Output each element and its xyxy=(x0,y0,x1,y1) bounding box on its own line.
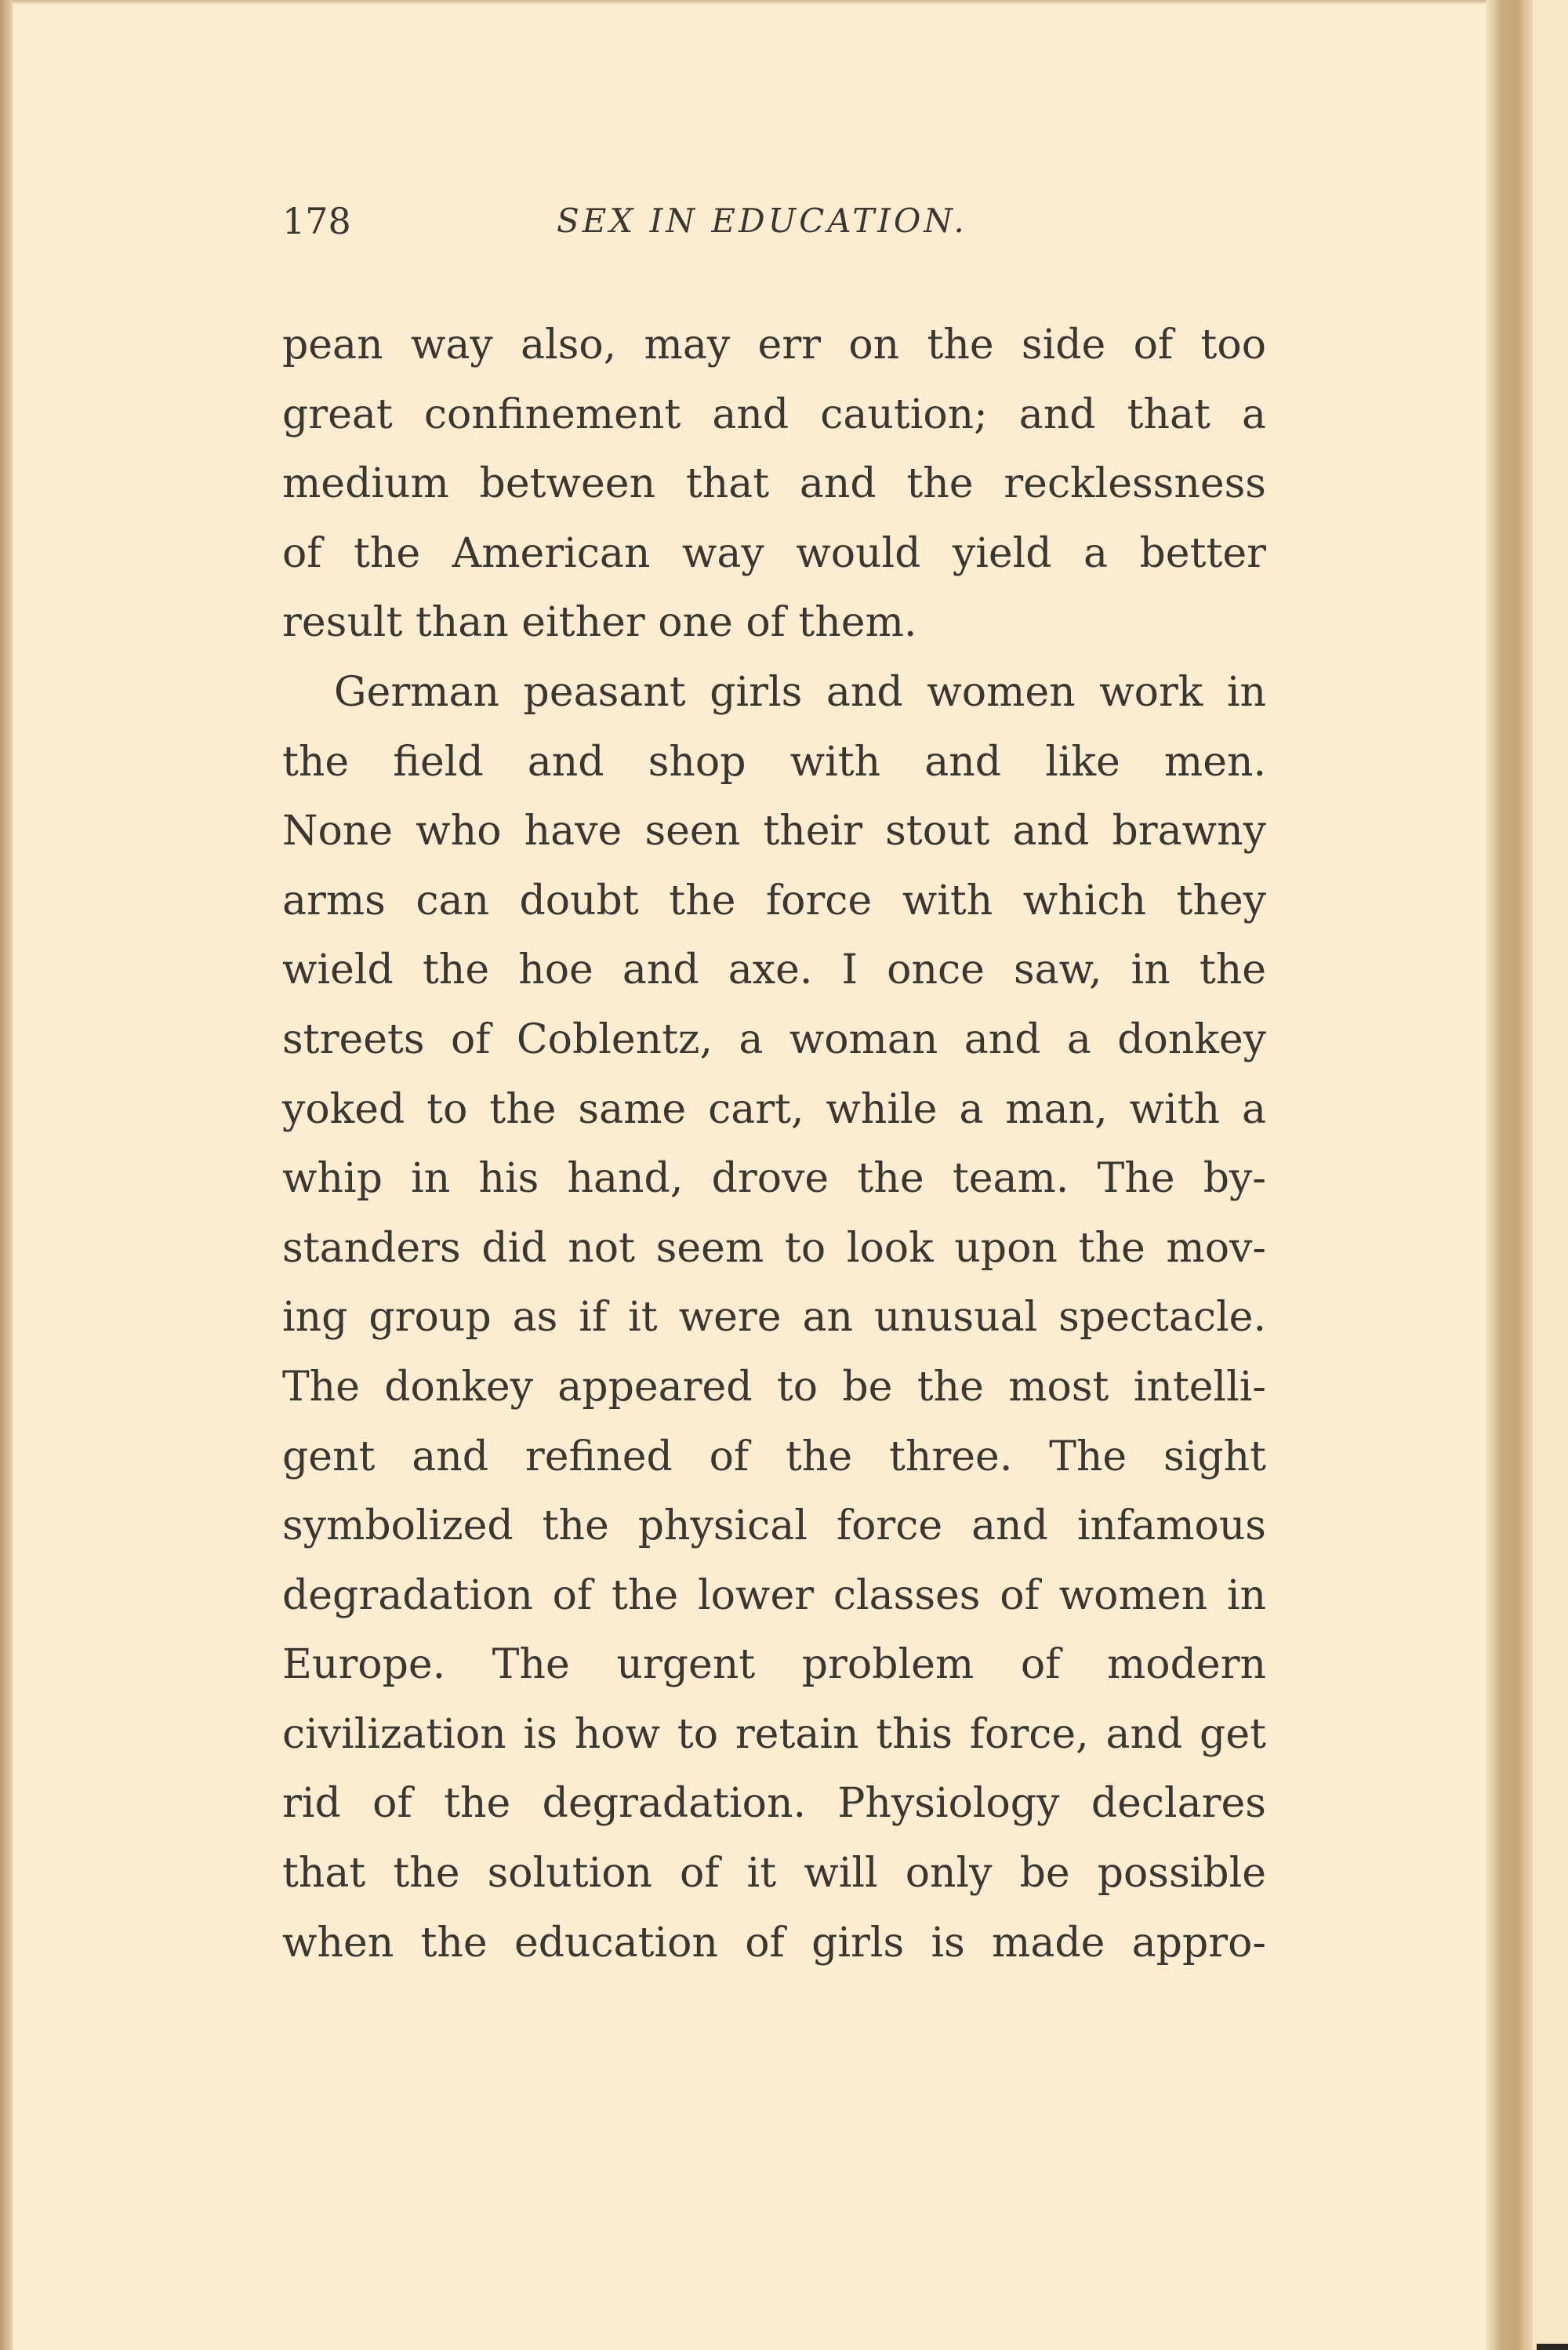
text-line: the field and shop with and like men. xyxy=(282,738,1266,786)
text-line: rid of the degradation. Physiology declares xyxy=(282,1780,1266,1828)
text-line: when the education of girls is made appro- xyxy=(282,1919,1266,1967)
text-line: great confinement and caution; and that a xyxy=(282,390,1266,438)
page-number: 178 xyxy=(282,200,351,242)
running-header xyxy=(282,200,1270,247)
text-line: whip in his hand, drove the team. The by- xyxy=(282,1155,1266,1203)
book-gutter-shadow xyxy=(1486,0,1533,2350)
text-line: yoked to the same cart, while a man, with a xyxy=(282,1085,1266,1133)
text-line: Europe. The urgent problem of modern xyxy=(282,1641,1266,1689)
text-line: The donkey appeared to be the most intelli- xyxy=(282,1363,1266,1411)
text-line: German peasant girls and women work in xyxy=(334,668,1266,716)
scan-border xyxy=(1537,2344,1568,2350)
text-line: result than either one of them. xyxy=(282,599,917,647)
text-line: gent and refined of the three. The sight xyxy=(282,1433,1266,1480)
text-line: standers did not seem to look upon the mov- xyxy=(282,1224,1266,1272)
text-line: that the solution of it will only be possible xyxy=(282,1850,1266,1898)
text-line: streets of Coblentz, a woman and a donkey xyxy=(282,1015,1266,1063)
text-line: arms can doubt the force with which they xyxy=(282,877,1266,924)
page-left-edge xyxy=(0,0,13,2350)
text-line: civilization is how to retain this force, and get xyxy=(282,1710,1266,1758)
page-top-edge xyxy=(0,0,1568,5)
text-line: symbolized the physical force and infamous xyxy=(282,1502,1266,1550)
body-text xyxy=(282,318,1266,1985)
running-title: SEX IN EDUCATION. xyxy=(557,202,967,240)
paragraph xyxy=(282,318,1266,665)
text-line: pean way also, may err on the side of too xyxy=(282,321,1266,369)
text-line: medium between that and the recklessness xyxy=(282,460,1266,508)
text-line: ing group as if it were an unusual spectacle. xyxy=(282,1294,1266,1342)
text-line: None who have seen their stout and brawny xyxy=(282,808,1266,855)
adjacent-page-edge xyxy=(1533,0,1568,2350)
text-line: wield the hoe and axe. I once saw, in the xyxy=(282,946,1266,994)
text-line: of the American way would yield a better xyxy=(282,529,1266,577)
paragraph xyxy=(282,665,1266,1985)
text-line: degradation of the lower classes of women in xyxy=(282,1571,1266,1619)
